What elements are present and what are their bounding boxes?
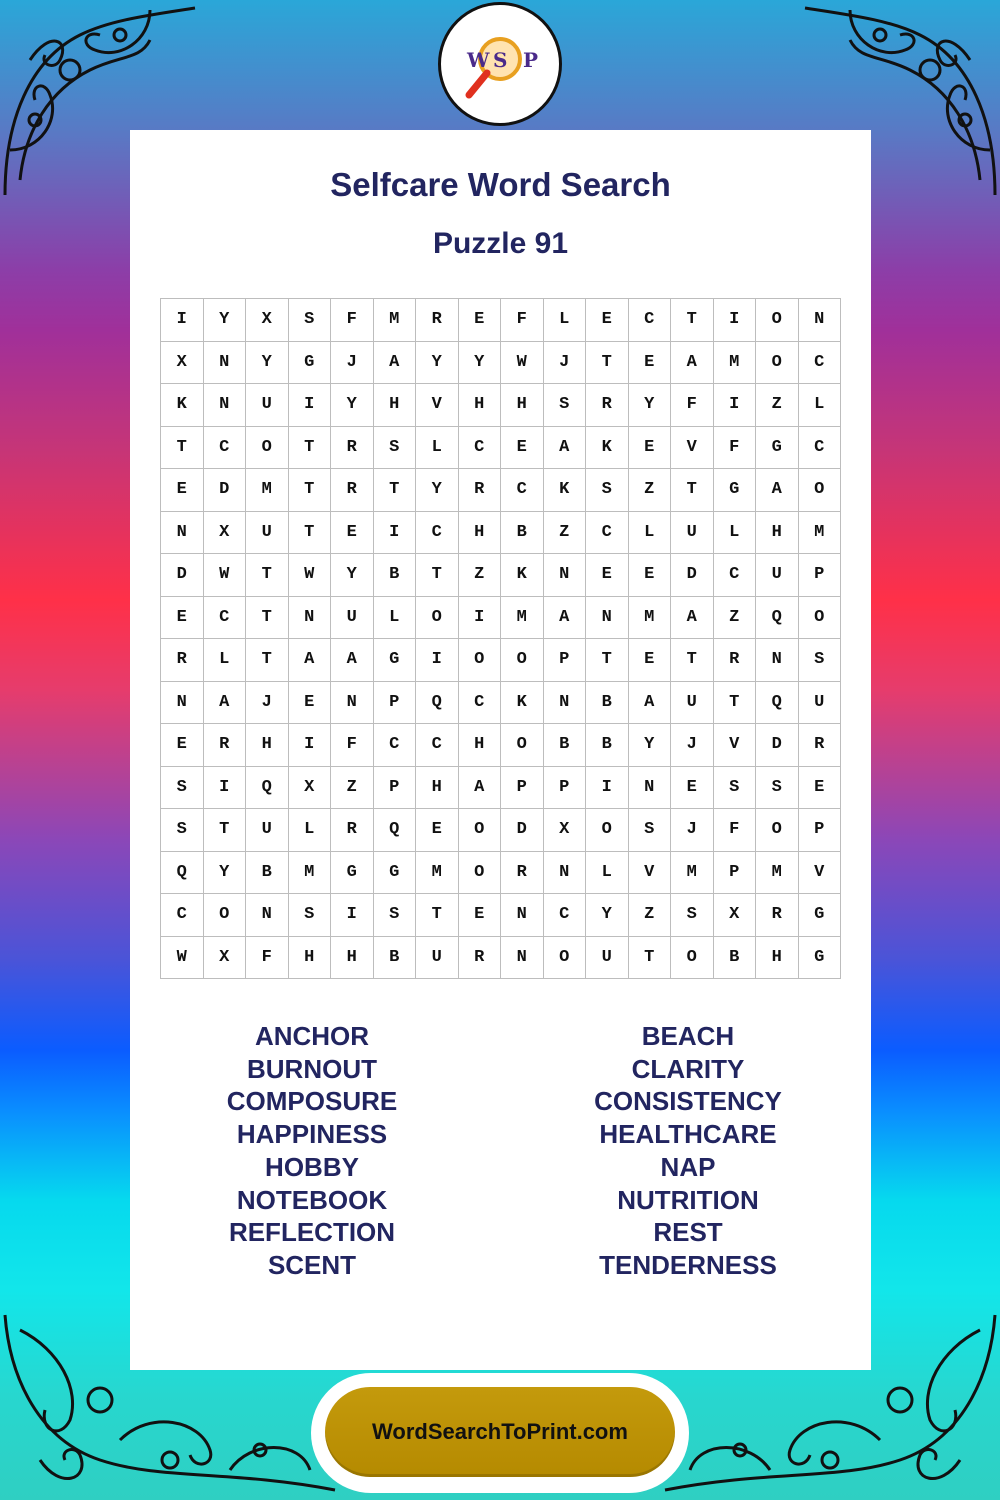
grid-cell[interactable]: T [289,427,332,470]
grid-cell[interactable]: O [501,724,544,767]
grid-cell[interactable]: E [161,469,204,512]
grid-cell[interactable]: X [289,767,332,810]
grid-cell[interactable]: I [331,894,374,937]
grid-cell[interactable]: M [501,597,544,640]
grid-cell[interactable]: H [416,767,459,810]
grid-cell[interactable]: L [204,639,247,682]
grid-cell[interactable]: Y [416,469,459,512]
grid-cell[interactable]: R [714,639,757,682]
grid-cell[interactable]: A [331,639,374,682]
grid-cell[interactable]: U [671,512,714,555]
grid-cell[interactable]: J [671,724,714,767]
grid-cell[interactable]: T [374,469,417,512]
grid-cell[interactable]: R [331,469,374,512]
grid-cell[interactable]: T [671,469,714,512]
grid-cell[interactable]: Y [246,342,289,385]
grid-cell[interactable]: U [586,937,629,980]
grid-cell[interactable]: W [289,554,332,597]
grid-cell[interactable]: R [161,639,204,682]
grid-cell[interactable]: M [671,852,714,895]
grid-cell[interactable]: M [374,299,417,342]
grid-cell[interactable]: G [374,639,417,682]
grid-cell[interactable]: Y [204,299,247,342]
word-list-left [162,1020,462,1282]
grid-cell[interactable]: T [671,299,714,342]
grid-cell[interactable]: B [246,852,289,895]
grid-cell[interactable]: R [501,852,544,895]
grid-cell[interactable]: C [374,724,417,767]
word-list-item: HOBBY [265,1151,359,1182]
grid-cell[interactable]: C [161,894,204,937]
grid-cell[interactable]: U [799,682,842,725]
word-list-right [538,1020,838,1282]
puzzle-card [130,130,871,1370]
grid-cell[interactable]: H [246,724,289,767]
grid-cell[interactable]: J [671,809,714,852]
grid-cell[interactable]: U [246,809,289,852]
grid-cell[interactable]: C [204,427,247,470]
grid-cell[interactable]: B [374,554,417,597]
grid-cell[interactable]: E [629,639,672,682]
grid-cell[interactable]: O [799,597,842,640]
grid-cell[interactable]: C [416,724,459,767]
grid-cell[interactable]: H [374,384,417,427]
grid-cell[interactable]: Y [331,384,374,427]
grid-cell[interactable]: B [714,937,757,980]
grid-cell[interactable]: B [586,724,629,767]
grid-cell[interactable]: S [756,767,799,810]
grid-cell[interactable]: T [586,342,629,385]
grid-cell[interactable]: N [501,894,544,937]
grid-cell[interactable]: X [246,299,289,342]
grid-cell[interactable]: T [289,469,332,512]
grid-cell[interactable]: P [714,852,757,895]
grid-cell[interactable]: S [671,894,714,937]
grid-cell[interactable]: I [289,384,332,427]
word-list-item: CONSISTENCY [594,1086,782,1117]
grid-cell[interactable]: T [289,512,332,555]
word-list-item: NAP [660,1151,716,1182]
grid-cell[interactable]: Q [374,809,417,852]
grid-cell[interactable]: A [374,342,417,385]
grid-cell[interactable]: E [331,512,374,555]
grid-cell[interactable]: G [799,937,842,980]
grid-cell[interactable]: U [246,384,289,427]
puzzle-number: Puzzle 91 [432,227,569,260]
grid-cell[interactable]: H [501,384,544,427]
grid-cell[interactable]: M [246,469,289,512]
grid-cell[interactable]: X [544,809,587,852]
grid-cell[interactable]: R [331,427,374,470]
grid-cell[interactable]: Q [756,597,799,640]
grid-cell[interactable]: N [161,682,204,725]
grid-cell[interactable]: W [161,937,204,980]
grid-cell[interactable]: M [756,852,799,895]
grid-cell[interactable]: U [671,682,714,725]
word-list-item: REFLECTION [228,1217,396,1248]
grid-cell[interactable]: O [586,809,629,852]
grid-cell[interactable]: S [161,767,204,810]
grid-cell[interactable]: O [756,809,799,852]
grid-cell[interactable]: K [586,427,629,470]
grid-cell[interactable]: N [544,852,587,895]
grid-cell[interactable]: H [756,937,799,980]
grid-cell[interactable]: K [161,384,204,427]
grid-cell[interactable]: N [544,554,587,597]
grid-cell[interactable]: V [671,427,714,470]
grid-cell[interactable]: S [714,767,757,810]
grid-cell[interactable]: O [501,639,544,682]
grid-cell[interactable]: C [459,427,502,470]
grid-cell[interactable]: N [331,682,374,725]
grid-cell[interactable]: P [799,809,842,852]
grid-cell[interactable]: S [586,469,629,512]
grid-cell[interactable]: Z [714,597,757,640]
grid-cell[interactable]: H [459,384,502,427]
grid-cell[interactable]: J [544,342,587,385]
grid-cell[interactable]: O [204,894,247,937]
grid-cell[interactable]: O [799,469,842,512]
grid-cell[interactable]: V [629,852,672,895]
grid-cell[interactable]: A [671,342,714,385]
grid-cell[interactable]: A [544,427,587,470]
grid-cell[interactable]: G [331,852,374,895]
grid-cell[interactable]: K [501,554,544,597]
grid-cell[interactable]: I [204,767,247,810]
grid-cell[interactable]: Z [629,894,672,937]
grid-cell[interactable]: Q [161,852,204,895]
grid-cell[interactable]: N [629,767,672,810]
grid-cell[interactable]: U [246,512,289,555]
grid-cell[interactable]: L [374,597,417,640]
grid-cell[interactable]: E [629,427,672,470]
grid-cell[interactable]: I [416,639,459,682]
grid-cell[interactable]: I [289,724,332,767]
grid-cell[interactable]: P [501,767,544,810]
grid-cell[interactable]: E [501,427,544,470]
grid-cell[interactable]: N [544,682,587,725]
word-list-item: REST [653,1217,723,1248]
grid-cell[interactable]: L [544,299,587,342]
word-list-item: NOTEBOOK [236,1184,388,1215]
grid-cell[interactable]: T [246,554,289,597]
grid-cell[interactable]: T [416,894,459,937]
grid-cell[interactable]: P [799,554,842,597]
word-list-item: HEALTHCARE [599,1119,777,1150]
grid-cell[interactable]: O [416,597,459,640]
grid-cell[interactable]: F [246,937,289,980]
grid-cell[interactable]: Z [331,767,374,810]
grid-cell[interactable]: G [756,427,799,470]
grid-cell[interactable]: E [629,342,672,385]
website-button[interactable] [325,1387,675,1477]
grid-cell[interactable]: E [289,682,332,725]
grid-cell[interactable]: Q [416,682,459,725]
grid-cell[interactable]: S [374,894,417,937]
grid-cell[interactable]: I [161,299,204,342]
grid-cell[interactable]: C [714,554,757,597]
logo-letter-w: W [467,48,490,72]
grid-cell[interactable]: M [799,512,842,555]
grid-cell[interactable]: F [331,724,374,767]
grid-cell[interactable]: R [586,384,629,427]
grid-cell[interactable]: T [246,597,289,640]
grid-cell[interactable]: A [756,469,799,512]
logo-letter-s: S [493,48,508,72]
grid-cell[interactable]: P [374,767,417,810]
grid-cell[interactable]: T [714,682,757,725]
grid-cell[interactable]: O [671,937,714,980]
grid-cell[interactable]: R [799,724,842,767]
grid-cell[interactable]: Y [331,554,374,597]
grid-cell[interactable]: U [416,937,459,980]
grid-cell[interactable]: R [331,809,374,852]
grid-cell[interactable]: I [374,512,417,555]
grid-cell[interactable]: N [501,937,544,980]
word-list-item: COMPOSURE [226,1086,398,1117]
grid-cell[interactable]: S [374,427,417,470]
grid-cell[interactable]: A [289,639,332,682]
grid-cell[interactable]: E [161,724,204,767]
grid-cell[interactable]: V [416,384,459,427]
grid-cell[interactable]: C [204,597,247,640]
word-list-item: NUTRITION [617,1184,759,1215]
grid-cell[interactable]: E [586,299,629,342]
grid-cell[interactable]: R [459,469,502,512]
grid-cell[interactable]: D [671,554,714,597]
grid-cell[interactable]: C [459,682,502,725]
grid-cell[interactable]: R [459,937,502,980]
grid-cell[interactable]: E [799,767,842,810]
grid-cell[interactable]: X [204,937,247,980]
grid-cell[interactable]: P [544,639,587,682]
grid-cell[interactable]: T [204,809,247,852]
grid-cell[interactable]: R [756,894,799,937]
grid-cell[interactable]: M [629,597,672,640]
grid-cell[interactable]: I [714,299,757,342]
grid-cell[interactable]: R [204,724,247,767]
word-list-item: BURNOUT [247,1053,377,1084]
grid-cell[interactable]: C [629,299,672,342]
grid-cell[interactable]: T [586,639,629,682]
grid-cell[interactable]: I [459,597,502,640]
word-list-item: HAPPINESS [236,1119,388,1150]
grid-cell[interactable]: I [586,767,629,810]
grid-cell[interactable]: S [544,384,587,427]
grid-cell[interactable]: J [246,682,289,725]
grid-cell[interactable]: E [586,554,629,597]
word-list-item: TENDERNESS [599,1249,777,1280]
grid-cell[interactable]: N [204,384,247,427]
grid-cell[interactable]: F [671,384,714,427]
grid-cell[interactable]: U [756,554,799,597]
grid-cell[interactable]: O [459,639,502,682]
grid-cell[interactable]: T [629,937,672,980]
grid-cell[interactable]: O [756,299,799,342]
grid-cell[interactable]: G [289,342,332,385]
grid-cell[interactable]: O [756,342,799,385]
grid-cell[interactable]: F [501,299,544,342]
word-list-item: ANCHOR [254,1021,370,1051]
grid-cell[interactable]: C [799,427,842,470]
grid-cell[interactable]: A [459,767,502,810]
grid-cell[interactable]: C [501,469,544,512]
word-list-item: SCENT [267,1249,357,1280]
grid-cell[interactable]: Y [586,894,629,937]
grid-cell[interactable]: A [544,597,587,640]
grid-cell[interactable]: D [756,724,799,767]
grid-cell[interactable]: D [501,809,544,852]
grid-cell[interactable]: Q [246,767,289,810]
grid-cell[interactable]: C [799,342,842,385]
grid-cell[interactable]: N [586,597,629,640]
grid-cell[interactable]: K [501,682,544,725]
grid-cell[interactable]: U [331,597,374,640]
grid-cell[interactable]: E [459,894,502,937]
grid-cell[interactable]: L [629,512,672,555]
grid-cell[interactable]: A [204,682,247,725]
grid-cell[interactable]: Y [204,852,247,895]
grid-cell[interactable]: Z [459,554,502,597]
grid-cell[interactable]: N [161,512,204,555]
grid-cell[interactable]: N [289,597,332,640]
grid-cell[interactable]: Y [459,342,502,385]
grid-cell[interactable]: F [331,299,374,342]
grid-cell[interactable]: G [714,469,757,512]
grid-cell[interactable]: C [586,512,629,555]
grid-cell[interactable]: E [161,597,204,640]
grid-cell[interactable]: B [374,937,417,980]
grid-cell[interactable]: D [204,469,247,512]
grid-cell[interactable]: H [289,937,332,980]
grid-cell[interactable]: S [161,809,204,852]
grid-cell[interactable]: V [799,852,842,895]
grid-cell[interactable]: Q [756,682,799,725]
word-list-item: BEACH [641,1021,735,1051]
grid-cell[interactable]: L [416,427,459,470]
grid-cell[interactable]: R [416,299,459,342]
grid-cell[interactable]: E [671,767,714,810]
grid-cell[interactable]: I [714,384,757,427]
grid-cell[interactable]: Y [629,384,672,427]
grid-cell[interactable]: W [501,342,544,385]
grid-cell[interactable]: Z [629,469,672,512]
grid-cell[interactable]: T [161,427,204,470]
grid-cell[interactable]: T [671,639,714,682]
grid-cell[interactable]: H [459,512,502,555]
grid-cell[interactable]: O [459,809,502,852]
grid-cell[interactable]: H [459,724,502,767]
grid-cell[interactable]: T [416,554,459,597]
grid-cell[interactable]: A [671,597,714,640]
grid-cell[interactable]: K [544,469,587,512]
grid-cell[interactable]: T [246,639,289,682]
grid-cell[interactable]: J [331,342,374,385]
grid-cell[interactable]: X [204,512,247,555]
grid-cell[interactable]: O [459,852,502,895]
grid-cell[interactable]: L [799,384,842,427]
grid-cell[interactable]: H [331,937,374,980]
grid-cell[interactable]: Y [629,724,672,767]
grid-cell[interactable]: M [714,342,757,385]
grid-cell[interactable]: M [416,852,459,895]
grid-cell[interactable]: V [714,724,757,767]
grid-cell[interactable]: G [374,852,417,895]
grid-cell[interactable]: L [586,852,629,895]
grid-cell[interactable]: W [204,554,247,597]
grid-cell[interactable]: G [799,894,842,937]
grid-cell[interactable]: X [161,342,204,385]
grid-cell[interactable]: O [246,427,289,470]
grid-cell[interactable]: X [714,894,757,937]
grid-cell[interactable]: S [289,299,332,342]
grid-cell[interactable]: B [586,682,629,725]
grid-cell[interactable]: Z [544,512,587,555]
grid-cell[interactable]: P [544,767,587,810]
grid-cell[interactable]: N [756,639,799,682]
grid-cell[interactable]: S [629,809,672,852]
logo-letter-p: P [523,48,539,72]
grid-cell[interactable]: N [799,299,842,342]
website-label: WordSearchToPrint.com [372,1419,628,1444]
grid-cell[interactable]: S [799,639,842,682]
grid-cell[interactable]: P [374,682,417,725]
grid-cell[interactable]: L [714,512,757,555]
grid-cell[interactable]: L [289,809,332,852]
grid-cell[interactable]: H [756,512,799,555]
page-title: Selfcare Word Search [330,166,671,203]
grid-cell[interactable]: N [246,894,289,937]
footer-banner [311,1373,689,1493]
grid-cell[interactable]: M [289,852,332,895]
grid-cell[interactable]: E [459,299,502,342]
grid-cell[interactable]: F [714,809,757,852]
grid-cell[interactable]: C [544,894,587,937]
grid-cell[interactable]: E [416,809,459,852]
grid-cell[interactable]: S [289,894,332,937]
word-list-item: CLARITY [631,1053,745,1084]
grid-cell[interactable]: Z [756,384,799,427]
grid-cell[interactable]: C [416,512,459,555]
grid-cell[interactable]: B [501,512,544,555]
wsp-logo [438,2,562,126]
grid-cell[interactable]: B [544,724,587,767]
grid-cell[interactable]: A [629,682,672,725]
grid-cell[interactable]: D [161,554,204,597]
grid-cell[interactable]: N [204,342,247,385]
grid-cell[interactable]: Y [416,342,459,385]
letter-grid [160,298,841,979]
grid-cell[interactable]: O [544,937,587,980]
grid-cell[interactable]: E [629,554,672,597]
grid-cell[interactable]: F [714,427,757,470]
